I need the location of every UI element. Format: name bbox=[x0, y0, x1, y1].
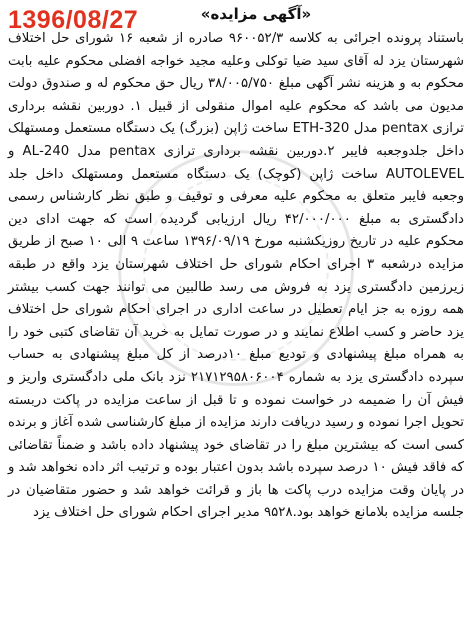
notice-title: «آگهی مزایده» bbox=[200, 5, 312, 23]
date-stamp: 1396/08/27 bbox=[8, 6, 139, 34]
notice-body: باستناد پرونده اجرائی به کلاسه ۹۶۰۰۵۲/۳ صادره از شعبه ۱۶ شورای حل اختلاف شهرستان یزد له آقای سید ضیا توکلی وعلیه مجید خواجه افضلی محکوم علیه بابت محکوم به و هزینه نشر آگهی مبلغ ۳۸/۰۰۵/۷۵۰ ریال حق محکوم له و صندوق دولت مدیون می باشد که محکوم علیه اموال منقولی از قبیل ۱. دوربین نقشه برداری ترازی pentax مدل 320-ETH ساخت ژاپن (بزرگ) یک دستگاه مستعمل ومستهلک داخل جلدوجعبه فایبر ۲.دوربین نقشه برداری ترازی pentax مدل 240-AL و AUTOLEVEL ساخت ژاپن (کوچک) یک دستگاه مستعمل ومستهلک داخل جلد وجعبه فایبر متعلق به محکوم علیه معرفی و توقیف و طبق نظر کارشناس رسمی دادگستری به مبلغ ۴۲/۰۰۰/۰۰۰ ریال ارزیابی گردیده است که جهت ادای دین محکوم علیه در تاریخ روزیکشنبه مورخ ۱۳۹۶/۰۹/۱۹ ساعت ۹ الی ۱۰ صبح از طریق مزایده درشعبه ۳ اجرای احکام شورای حل اختلاف شهرستان یزد واقع در طبقه زیرزمین دادگستری یزد به فروش می رسد طالبین می توانند جهت کسب بیشتر همه روزه به جز ایام تعطیل در ساعت اداری در اجرای احکام شورای حل اختلاف یزد حاضر و کسب اطلاع نمایند و در صورت تمایل به خرید آن تقاضای کتبی خود را به همراه مبلغ پیشنهادی و تودیع مبلغ ۱۰درصد از کل مبلغ پیشنهادی به حساب سپرده دادگستری یزد به شماره ۲۱۷۱۲۹۵۸۰۶۰۰۴ نزد بانک ملی دادگستری واریز و فیش آن را ضمیمه در خواست نموده و تا قبل از ساعت مزایده در پاکت دربسته تحویل اجرا نموده و رسید دریافت دارند مزایده از مبلغ کارشناسی شده آغاز و برنده کسی است که بیشترین مبلغ را در تقاضای خود پیشنهاد داده باشد و ضمناً تقاضائی که فاقد فیش ۱۰ درصد سپرده باشد بدون اعتبار بوده و ترتیب اثر داده نخواهد شد و در پایان وقت مزایده درب پاکت ها باز و قرائت خواهد شد و حضور متقاضیان در جلسه مزایده بلامانع خواهد بود.۹۵۲۸ مدیر اجرای احکام شورای حل اختلاف یزد bbox=[8, 31, 465, 521]
